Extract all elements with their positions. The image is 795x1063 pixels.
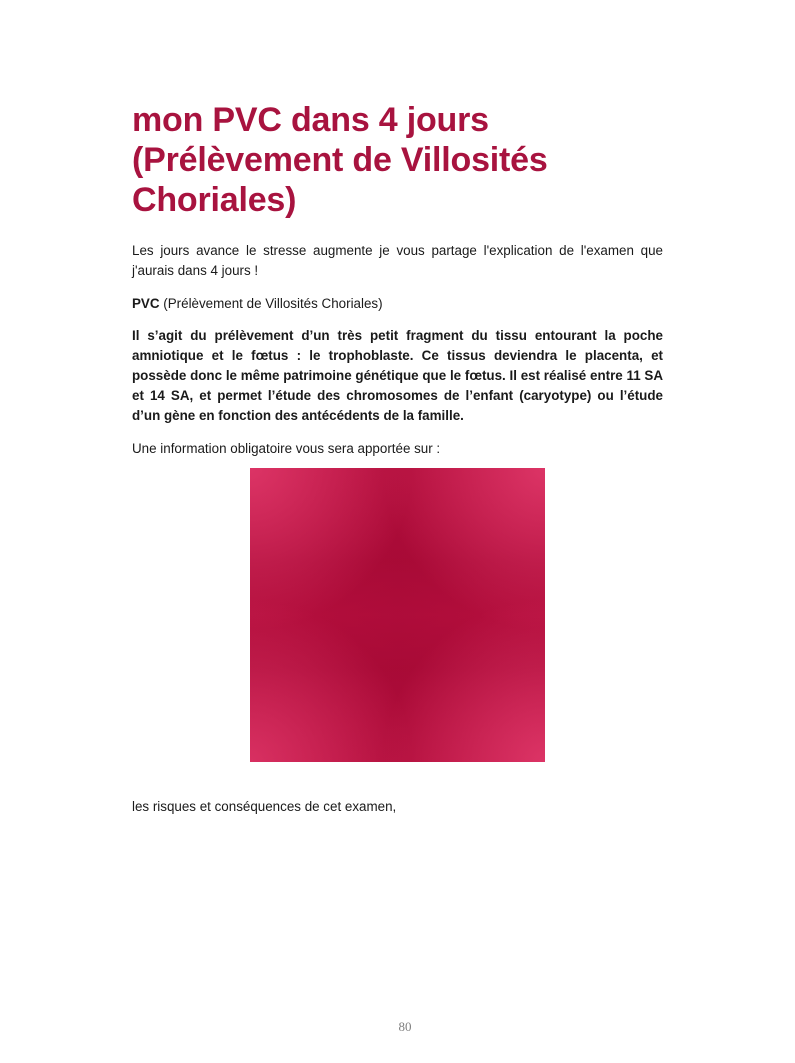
article [132,100,663,459]
pvc-expansion: (Prélèvement de Villosités Choriales) [159,296,383,311]
article-title: mon PVC dans 4 jours (Prélèvement de Villosités Choriales) [132,101,548,219]
risks-paragraph: les risques et conséquences de cet examen, [132,799,397,814]
decorative-image [250,468,545,762]
pvc-paragraph [132,294,663,314]
page-number: 80 [398,1019,412,1034]
crimson-gradient-image [250,468,545,762]
intro-paragraph: Les jours avance le stresse augmente je vous partage l'explication de l'examen que j'aurais dans 4 jours ! [132,243,663,278]
pvc-label: PVC [132,296,160,311]
info-paragraph: Une information obligatoire vous sera apportée sur : [132,441,441,456]
definition-paragraph: Il s’agit du prélèvement d’un très petit fragment du tissu entourant la poche amniotique et le fœtus : le trophoblaste. Ce tissus deviendra le placenta, et possède donc le même patrimoine génétique que le fœtus. Il est réalisé entre 11 SA et 14 SA, et permet l’étude des chromosomes de l’enfant (caryotype) ou l’étude d’un gène en fonction des antécédents de la famille. [132,328,663,423]
